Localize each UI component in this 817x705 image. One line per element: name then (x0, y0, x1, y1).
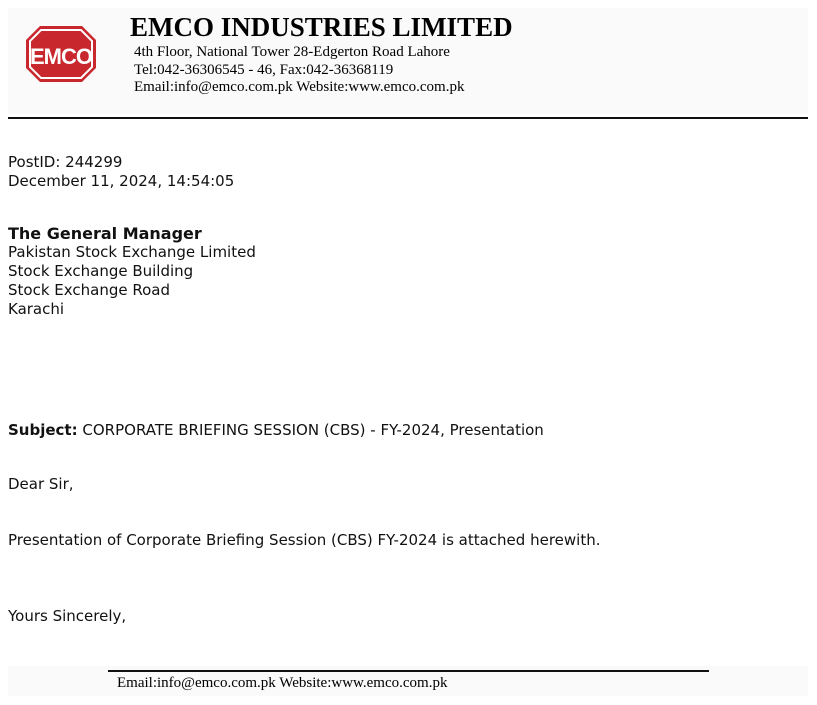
subject-line (8, 421, 544, 439)
header-divider (8, 117, 808, 119)
recipient-title: The General Manager (8, 224, 202, 243)
company-address: 4th Floor, National Tower 28-Edgerton Road Lahore (134, 44, 450, 60)
emco-logo (24, 24, 98, 84)
salutation: Dear Sir, (8, 475, 74, 493)
recipient-line: Pakistan Stock Exchange Limited (8, 243, 256, 261)
subject-text: CORPORATE BRIEFING SESSION (CBS) - FY-2024, Presentation (82, 421, 544, 439)
letter-body: Presentation of Corporate Briefing Session (CBS) FY-2024 is attached herewith. (8, 531, 601, 549)
company-email-website: Email:info@emco.com.pk Website:www.emco.com.pk (134, 79, 465, 95)
closing: Yours Sincerely, (8, 607, 127, 625)
recipient-line: Stock Exchange Road (8, 281, 170, 299)
subject-label: Subject: (8, 421, 78, 439)
footer-email-website: Email:info@emco.com.pk Website:www.emco.com.pk (117, 675, 448, 691)
footer-divider (108, 670, 709, 672)
recipient-line: Karachi (8, 300, 65, 318)
post-id: PostID: 244299 (8, 153, 123, 171)
svg-text:EMCO: EMCO (30, 44, 92, 69)
post-date: December 11, 2024, 14:54:05 (8, 172, 235, 190)
company-phone-fax: Tel:042-36306545 - 46, Fax:042-36368119 (134, 62, 394, 78)
recipient-line: Stock Exchange Building (8, 262, 194, 280)
company-name: EMCO INDUSTRIES LIMITED (130, 12, 513, 42)
